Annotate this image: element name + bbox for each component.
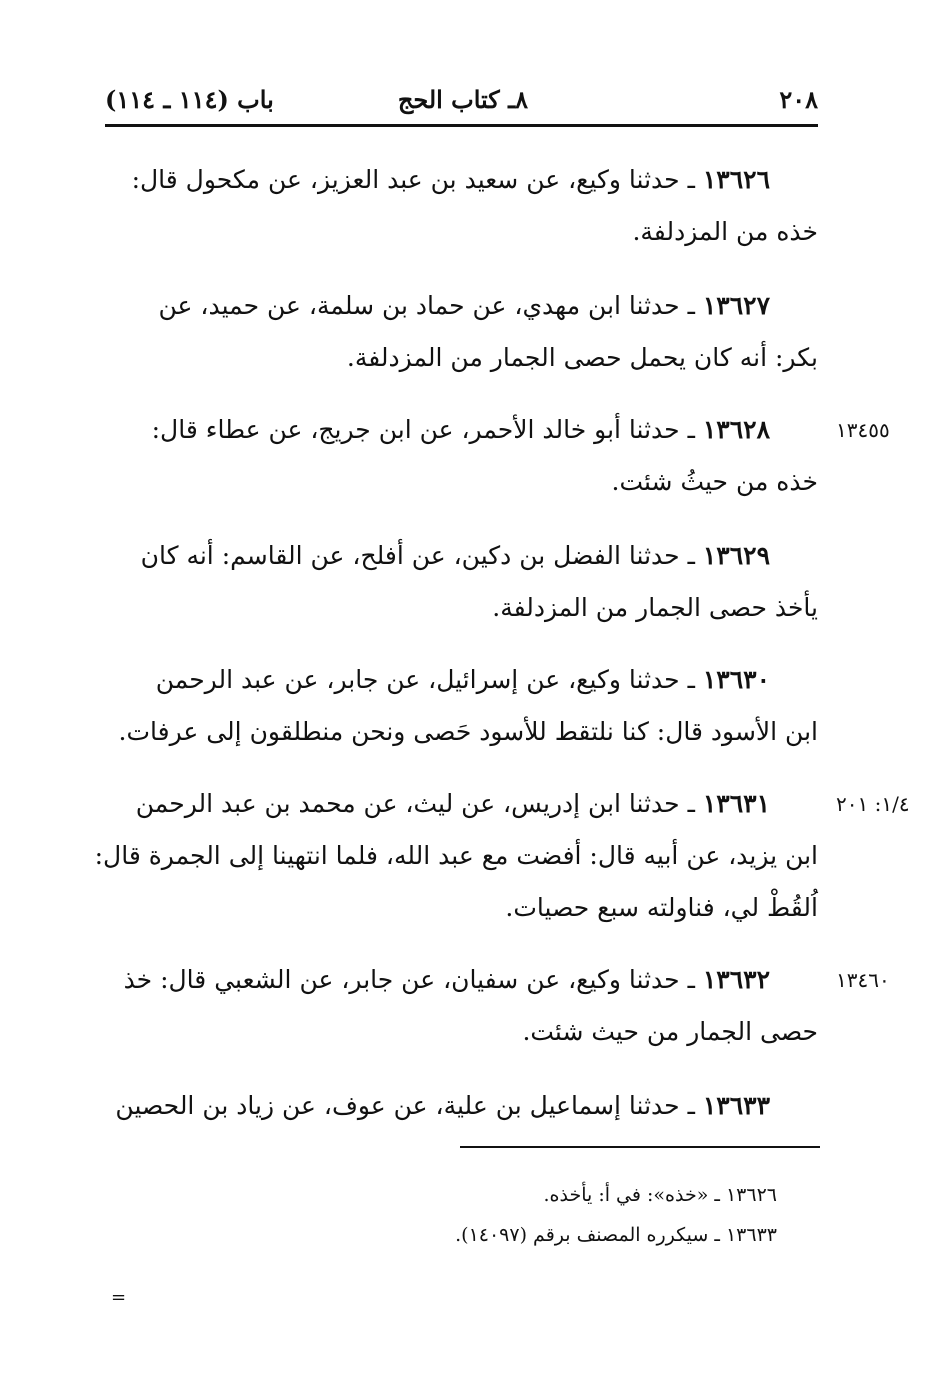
page-number: ٢٠٨ <box>779 85 818 114</box>
book-title: ٨ـ كتاب الحج <box>397 85 528 114</box>
hadith-text-line: ابن يزيد، عن أبيه قال: أفضت مع عبد الله، فلما انتهينا إلى الجمرة قال: <box>94 841 818 870</box>
hadith-text: ـ حدثنا إسماعيل بن علية، عن عوف، عن زياد بن الحصين <box>115 1091 695 1120</box>
hadith-text-line: ابن الأسود قال: كنا نلتقط للأسود حَصى ونحن منطلقون إلى عرفات. <box>118 717 818 746</box>
margin-reference: ١/٤: ٢٠١ <box>836 792 910 816</box>
hadith-text-line: بكر: أنه كان يحمل حصى الجمار من المزدلفة. <box>346 343 818 372</box>
hadith-text: ـ حدثنا وكيع، عن إسرائيل، عن جابر، عن عبد الرحمن <box>155 665 695 694</box>
hadith-number: ١٣٦٢٨ <box>702 415 770 444</box>
hadith-text: ـ حدثنا وكيع، عن سعيد بن عبد العزيز، عن مكحول قال: <box>131 165 695 194</box>
margin-reference: ١٣٤٥٥ <box>836 418 890 442</box>
hadith-text-line: اُلقُطْ لي، فناولته سبع حصيات. <box>505 893 818 922</box>
hadith-entry <box>105 280 818 384</box>
hadith-number: ١٣٦٣٢ <box>702 965 770 994</box>
hadith-number: ١٣٦٣١ <box>702 789 770 818</box>
footnote: ١٣٦٣٣ ـ سيكرره المصنف برقم (١٤٠٩٧). <box>455 1224 777 1246</box>
hadith-text: ـ حدثنا ابن مهدي، عن حماد بن سلمة، عن حميد، عن <box>158 291 695 320</box>
hadith-first-line <box>105 404 818 456</box>
hadith-entry <box>94 778 818 934</box>
hadith-text-line: خذه من حيثُ شئت. <box>611 467 818 496</box>
footnote: ١٣٦٢٦ ـ «خذه»: في أ: يأخذه. <box>543 1184 777 1206</box>
hadith-first-line <box>105 778 818 830</box>
hadith-first-line <box>105 954 818 1006</box>
hadith-number: ١٣٦٢٩ <box>702 541 770 570</box>
hadith-entry <box>105 154 818 258</box>
hadith-first-line <box>105 654 818 706</box>
hadith-entry <box>105 1080 818 1132</box>
continuation-mark: = <box>111 1287 127 1308</box>
hadith-number: ١٣٦٣٠ <box>702 665 770 694</box>
hadith-text: ـ حدثنا أبو خالد الأحمر، عن ابن جريج، عن عطاء قال: <box>151 415 695 444</box>
chapter-title: باب (١١٤ ـ ١١٤) <box>105 85 274 114</box>
footnotes <box>105 1175 777 1255</box>
hadith-text: ـ حدثنا الفضل بن دكين، عن أفلح، عن القاسم: أنه كان <box>140 541 695 570</box>
hadith-number: ١٣٦٢٧ <box>702 291 770 320</box>
hadith-entry <box>105 404 818 508</box>
hadith-entry <box>105 530 818 634</box>
hadith-text: ـ حدثنا وكيع، عن سفيان، عن جابر، عن الشعبي قال: خذ <box>123 965 695 994</box>
margin-reference: ١٣٤٦٠ <box>836 968 890 992</box>
hadith-number: ١٣٦٣٣ <box>702 1091 770 1120</box>
hadith-text: ـ حدثنا ابن إدريس، عن ليث، عن محمد بن عبد الرحمن <box>135 789 695 818</box>
hadith-first-line <box>105 530 818 582</box>
hadith-text-line: خذه من المزدلفة. <box>632 217 818 246</box>
page-header <box>105 78 818 122</box>
header-rule <box>105 124 818 127</box>
hadith-text-line: يأخذ حصى الجمار من المزدلفة. <box>492 593 818 622</box>
hadith-entry <box>105 954 818 1058</box>
hadith-first-line <box>105 154 818 206</box>
footnote-separator <box>460 1146 820 1148</box>
hadith-entry <box>105 654 818 758</box>
hadith-first-line <box>105 280 818 332</box>
hadith-number: ١٣٦٢٦ <box>702 165 770 194</box>
hadith-first-line <box>105 1080 818 1132</box>
hadith-text-line: حصى الجمار من حيث شئت. <box>522 1017 818 1046</box>
